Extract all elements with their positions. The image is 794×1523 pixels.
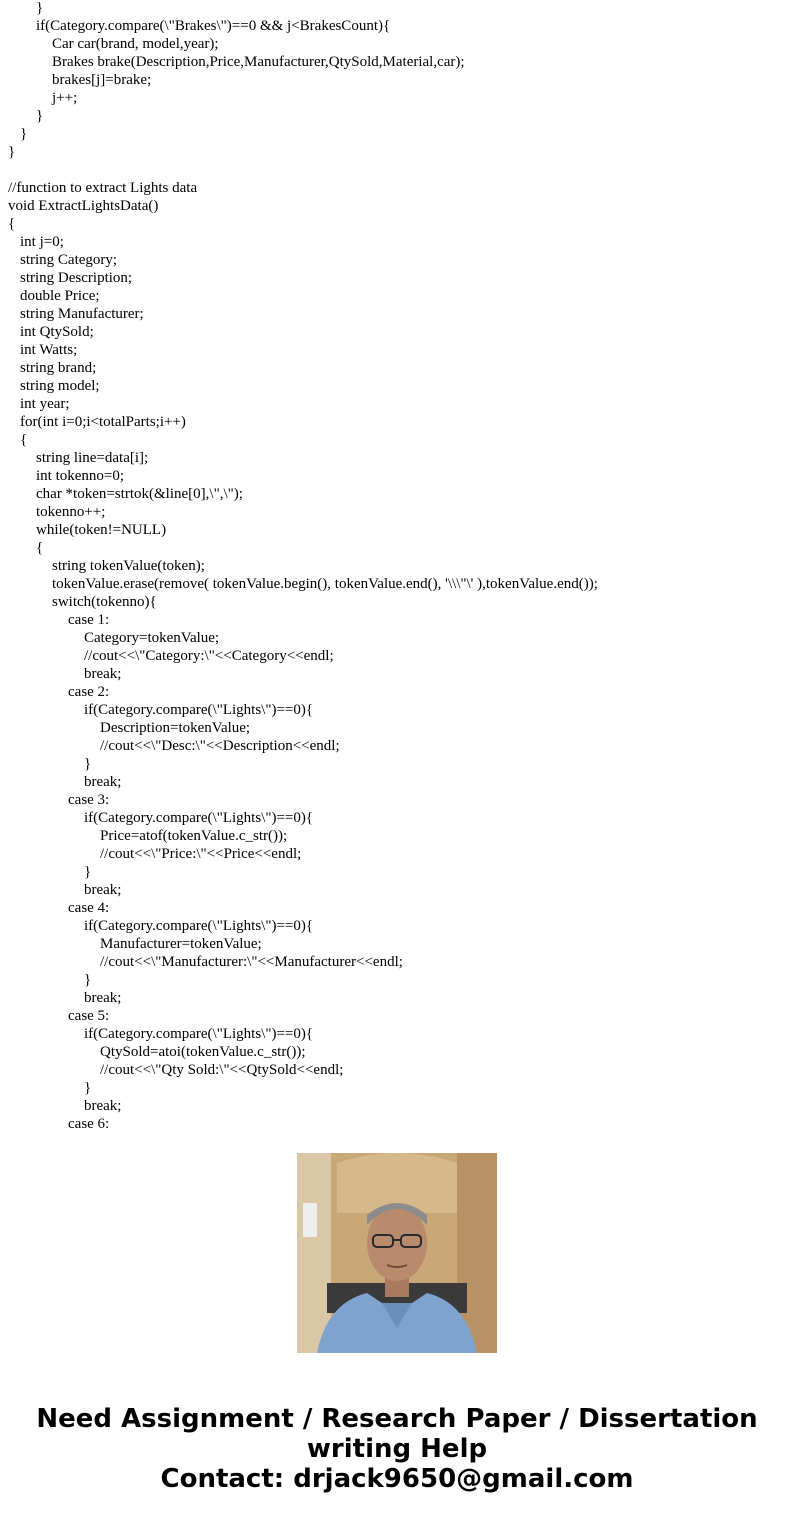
code-line: break; [84, 990, 122, 1006]
code-line: { [8, 216, 16, 232]
avatar-portrait-image [297, 1153, 497, 1353]
code-line: case 2: [68, 684, 110, 700]
code-line: string tokenValue(token); [52, 558, 205, 574]
code-line: j++; [52, 90, 78, 106]
code-line: break; [84, 1098, 122, 1114]
code-line: //cout<<\"Manufacturer:\"<<Manufacturer<<endl; [100, 954, 403, 970]
code-line: string Manufacturer; [20, 306, 144, 322]
code-line: int QtySold; [20, 324, 94, 340]
code-line: if(Category.compare(\"Lights\")==0){ [84, 702, 314, 718]
code-line: } [36, 108, 44, 124]
code-line: if(Category.compare(\"Brakes\")==0 && j<BrakesCount){ [36, 18, 391, 34]
promo-contact: Contact: drjack9650@gmail.com [160, 1464, 634, 1494]
code-line: case 4: [68, 900, 110, 916]
code-line: string model; [20, 378, 100, 394]
code-line: string line=data[i]; [36, 450, 149, 466]
code-line: Description=tokenValue; [100, 720, 251, 736]
code-line: } [20, 126, 28, 142]
code-line: double Price; [20, 288, 100, 304]
code-line: if(Category.compare(\"Lights\")==0){ [84, 1026, 314, 1042]
code-line: Category=tokenValue; [84, 630, 220, 646]
code-line: int Watts; [20, 342, 78, 358]
code-line: } [8, 144, 16, 160]
code-line: switch(tokenno){ [52, 594, 157, 610]
code-line: //function to extract Lights data [8, 180, 198, 196]
code-line: } [84, 972, 92, 988]
code-line: { [20, 432, 28, 448]
code-line: Brakes brake(Description,Price,Manufacturer,QtySold,Material,car); [52, 54, 465, 70]
code-line: tokenValue.erase(remove( tokenValue.begin(), tokenValue.end(), '\\\"\' ),tokenValue.end()); [52, 576, 598, 592]
code-line: string Category; [20, 252, 118, 268]
code-line: //cout<<\"Qty Sold:\"<<QtySold<<endl; [100, 1062, 344, 1078]
profile-photo [297, 1153, 497, 1353]
code-line: void ExtractLightsData() [8, 198, 159, 214]
code-line: case 3: [68, 792, 110, 808]
code-line: //cout<<\"Desc:\"<<Description<<endl; [100, 738, 340, 754]
code-line: tokenno++; [36, 504, 106, 520]
code-line: } [84, 864, 92, 880]
code-line: break; [84, 666, 122, 682]
code-line: int tokenno=0; [36, 468, 125, 484]
code-line: break; [84, 882, 122, 898]
promo-line-1: Need Assignment / Research Paper / Dissertation [36, 1404, 758, 1434]
code-line: case 1: [68, 612, 110, 628]
code-line: Manufacturer=tokenValue; [100, 936, 262, 952]
code-line: string brand; [20, 360, 97, 376]
code-line: string Description; [20, 270, 133, 286]
code-line: QtySold=atoi(tokenValue.c_str()); [100, 1044, 306, 1060]
code-line: Price=atof(tokenValue.c_str()); [100, 828, 288, 844]
code-line: brakes[j]=brake; [52, 72, 152, 88]
code-line: //cout<<\"Price:\"<<Price<<endl; [100, 846, 302, 862]
code-line: } [84, 1080, 92, 1096]
code-line: } [84, 756, 92, 772]
code-line: char *token=strtok(&line[0],\",\"); [36, 486, 243, 502]
code-line: case 5: [68, 1008, 110, 1024]
code-line: if(Category.compare(\"Lights\")==0){ [84, 918, 314, 934]
code-line: int year; [20, 396, 70, 412]
code-line: break; [84, 774, 122, 790]
code-line: case 6: [68, 1116, 110, 1132]
code-line: } [36, 0, 44, 16]
code-line: int j=0; [20, 234, 64, 250]
code-line: if(Category.compare(\"Lights\")==0){ [84, 810, 314, 826]
code-line: { [36, 540, 44, 556]
code-line: for(int i=0;i<totalParts;i++) [20, 414, 186, 430]
code-line: //cout<<\"Category:\"<<Category<<endl; [84, 648, 334, 664]
code-line: Car car(brand, model,year); [52, 36, 219, 52]
code-line: while(token!=NULL) [36, 522, 167, 538]
promo-line-2: writing Help [306, 1434, 488, 1464]
